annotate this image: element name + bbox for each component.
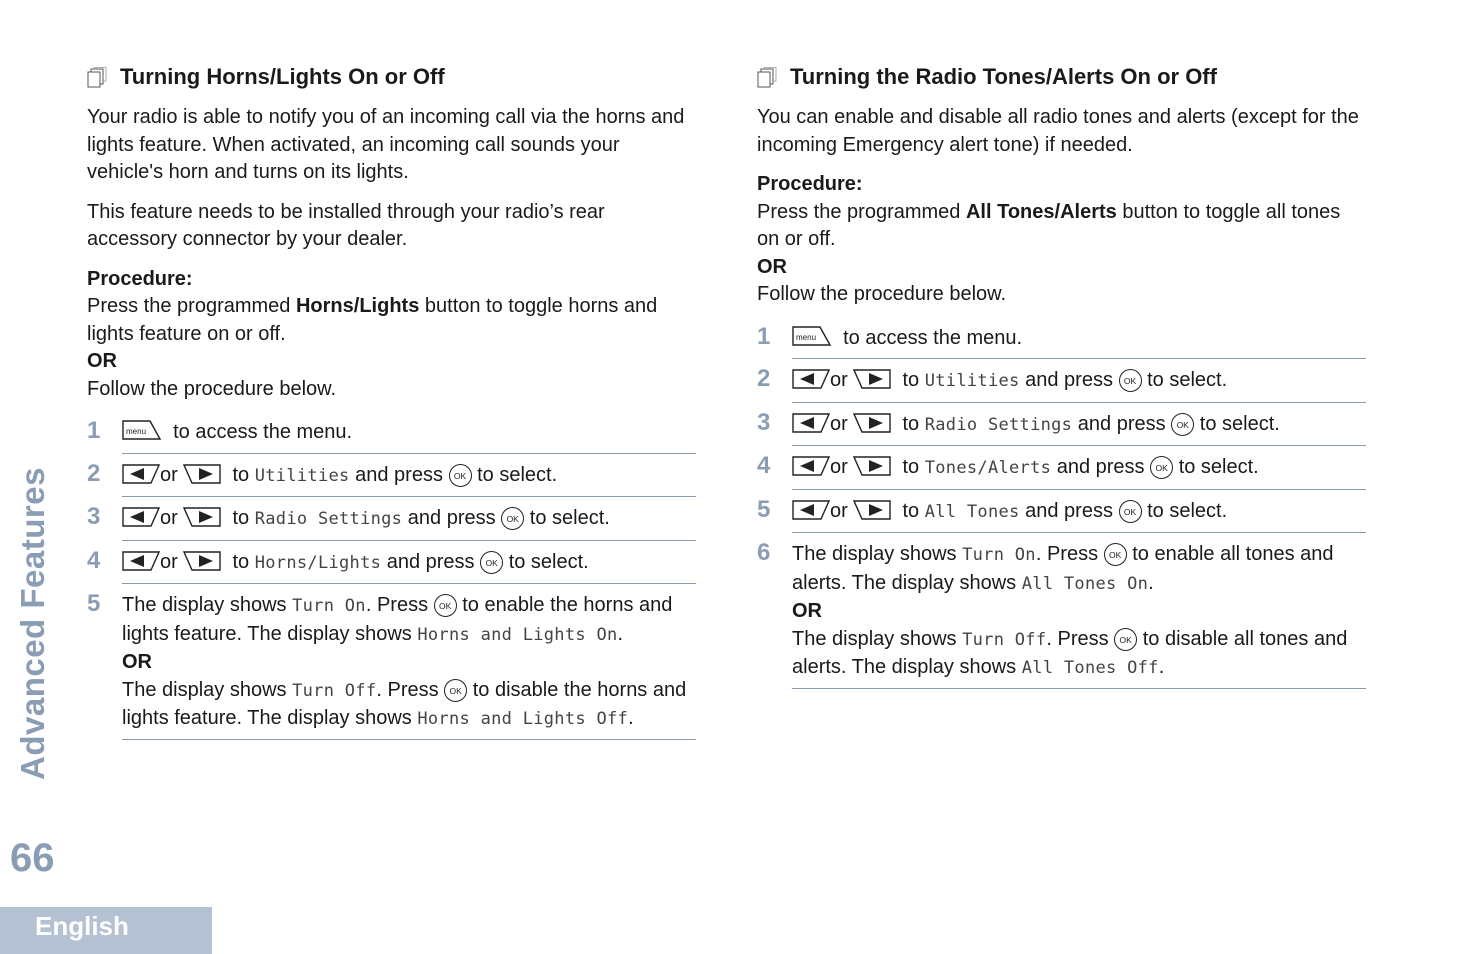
- step-5: [757, 490, 1366, 534]
- heading-text: Turning Horns/Lights On or Off: [120, 64, 445, 89]
- text: .: [1148, 571, 1154, 594]
- left-arrow-key-icon: [792, 412, 830, 434]
- text: . Press: [1035, 543, 1099, 565]
- text: to: [902, 456, 920, 478]
- left-arrow-key-icon: [792, 368, 830, 390]
- menu-item-name: Utilities: [924, 371, 1020, 391]
- text: to select.: [529, 507, 610, 529]
- button-name: All Tones/Alerts: [965, 200, 1117, 223]
- text: to disable the horns and lights feature. The display shows: [122, 678, 687, 729]
- menu-key-label: menu: [796, 332, 817, 342]
- step-3: [757, 403, 1366, 447]
- left-arrow-key-icon: [122, 550, 160, 572]
- procedure-block: [87, 266, 696, 404]
- text: The display shows: [792, 543, 957, 565]
- step-number: 3: [87, 503, 101, 530]
- text: .: [628, 707, 634, 729]
- text: or: [160, 463, 178, 486]
- text: to enable all tones and alerts. The display shows: [792, 543, 1334, 594]
- step-1: [87, 411, 696, 454]
- left-arrow-key-icon: [792, 455, 830, 477]
- text: to select.: [1178, 456, 1259, 478]
- text: button to toggle all tones on or off.: [757, 200, 1341, 250]
- text: Press the programmed: [87, 295, 291, 317]
- step-4: [757, 446, 1366, 490]
- left-arrow-key-icon: [122, 463, 160, 485]
- text: or: [160, 507, 178, 529]
- ok-key-icon: OK: [1114, 628, 1137, 651]
- menu-item-name: Radio Settings: [924, 414, 1073, 435]
- ok-key-icon: OK: [501, 507, 524, 530]
- text: to: [232, 550, 250, 573]
- right-arrow-key-icon: [853, 368, 891, 390]
- or-label: OR: [87, 350, 117, 372]
- menu-item-name: Utilities: [254, 465, 350, 486]
- text: and press: [386, 550, 475, 573]
- display-text: Turn On: [962, 545, 1036, 565]
- left-arrow-key-icon: [792, 499, 830, 521]
- text: or: [160, 550, 178, 573]
- step-number: 3: [757, 408, 771, 436]
- step-4: [87, 541, 696, 585]
- right-arrow-key-icon: [853, 412, 891, 434]
- ok-key-icon: OK: [444, 679, 467, 702]
- or-label: OR: [122, 651, 152, 673]
- display-text: All Tones On: [1021, 573, 1149, 594]
- or-label: OR: [792, 600, 822, 622]
- text: to disable all tones and alerts. The display shows: [792, 627, 1348, 678]
- text: and press: [1077, 412, 1166, 435]
- or-label: OR: [757, 255, 787, 278]
- step-2: [757, 359, 1366, 403]
- text: and press: [1025, 369, 1113, 391]
- display-text: Horns and Lights Off: [417, 709, 629, 729]
- step-number: 4: [87, 546, 101, 574]
- follow-text: Follow the procedure below.: [757, 283, 1007, 305]
- text: to: [902, 412, 920, 435]
- section-horns-lights: [87, 62, 696, 740]
- ok-key-icon: OK: [1150, 456, 1173, 479]
- text: The display shows: [122, 594, 287, 616]
- text: Press the programmed: [757, 200, 961, 223]
- procedure-text: [757, 199, 1366, 254]
- ok-key-icon: OK: [1119, 369, 1142, 392]
- right-arrow-key-icon: [183, 506, 221, 528]
- ok-key-icon: OK: [1119, 500, 1142, 523]
- text: to: [232, 463, 250, 486]
- text: or: [830, 499, 848, 522]
- chapter-title: Advanced Features: [14, 467, 51, 780]
- text: .: [617, 622, 624, 645]
- text: to select.: [508, 550, 589, 573]
- step-1: [757, 317, 1366, 360]
- menu-item-name: Horns/Lights: [254, 552, 382, 573]
- text: to select.: [1147, 369, 1228, 391]
- text: or: [830, 456, 848, 478]
- step-number: 2: [757, 365, 771, 392]
- ok-key-icon: OK: [480, 551, 503, 574]
- follow-text: Follow the procedure below.: [87, 377, 337, 400]
- text: to enable the horns and lights feature. The display shows: [122, 594, 673, 645]
- procedure-label: Procedure:: [757, 173, 863, 195]
- step-list: [87, 411, 696, 740]
- intro-paragraph: You can enable and disable all radio tones and alerts (except for the incoming Emergency alert tone) if needed.: [757, 106, 1359, 156]
- step-text: to access the menu.: [843, 326, 1023, 349]
- step-number: 2: [87, 459, 101, 487]
- text: and press: [1056, 456, 1145, 478]
- text: to select.: [477, 463, 558, 486]
- text: . Press: [376, 678, 439, 701]
- text: The display shows: [122, 678, 287, 701]
- section-heading: [87, 62, 696, 92]
- display-text: Turn On: [292, 596, 366, 616]
- section-heading: [757, 62, 1366, 92]
- step-2: [87, 454, 696, 498]
- step-number: 5: [757, 495, 771, 523]
- text: or: [830, 412, 848, 435]
- heading-text: Turning the Radio Tones/Alerts On or Off: [790, 64, 1217, 89]
- step-text: to access the menu.: [173, 421, 353, 443]
- step-5: [87, 584, 696, 740]
- document-icon: [87, 67, 107, 89]
- section-tones-alerts: [757, 62, 1366, 689]
- step-6: [757, 533, 1366, 689]
- menu-item-name: Radio Settings: [254, 509, 403, 529]
- text: to select.: [1199, 412, 1280, 435]
- language-label: English: [35, 911, 129, 941]
- ok-key-icon: OK: [1171, 413, 1194, 436]
- menu-item-name: Tones/Alerts: [924, 458, 1052, 478]
- text: . Press: [365, 594, 429, 616]
- text: to select.: [1147, 499, 1228, 522]
- display-text: All Tones Off: [1021, 658, 1159, 678]
- ok-key-icon: OK: [434, 594, 457, 617]
- step-number: 5: [87, 590, 101, 617]
- text: or: [830, 369, 848, 391]
- text: and press: [1025, 499, 1113, 522]
- display-text: Turn Off: [292, 680, 377, 701]
- procedure-label: Procedure:: [87, 267, 193, 290]
- right-arrow-key-icon: [183, 550, 221, 572]
- display-text: Horns and Lights On: [417, 624, 618, 645]
- ok-key-icon: OK: [1104, 543, 1127, 566]
- step-list: [757, 317, 1366, 689]
- button-name: Horns/Lights: [295, 295, 420, 317]
- text: to: [902, 369, 920, 391]
- install-paragraph: This feature needs to be installed through your radio’s rear accessory connector by your dealer.: [87, 200, 605, 250]
- text: to: [232, 507, 250, 529]
- text: and press: [355, 463, 443, 486]
- display-text: Turn Off: [962, 629, 1047, 650]
- text: The display shows: [792, 627, 957, 650]
- step-number: 6: [757, 539, 771, 566]
- text: to: [902, 499, 920, 522]
- menu-key-label: menu: [126, 427, 147, 436]
- ok-key-icon: OK: [449, 464, 472, 487]
- document-icon: [757, 67, 777, 89]
- menu-key-icon: [122, 419, 162, 441]
- procedure-text: [87, 293, 696, 348]
- right-arrow-key-icon: [853, 499, 891, 521]
- text: button to toggle horns and lights feature on or off.: [87, 295, 658, 345]
- step-number: 4: [757, 452, 771, 479]
- text: .: [1158, 656, 1165, 678]
- language-tab: [0, 907, 212, 954]
- menu-key-icon: [792, 325, 832, 347]
- step-3: [87, 497, 696, 541]
- intro-paragraph: Your radio is able to notify you of an incoming call via the horns and lights feature. When activated, an incoming call sounds your vehicle's horn and turns on its lights.: [87, 106, 685, 183]
- step-number: 1: [757, 322, 771, 350]
- right-arrow-key-icon: [183, 463, 221, 485]
- left-arrow-key-icon: [122, 506, 160, 528]
- text: . Press: [1046, 627, 1109, 650]
- right-arrow-key-icon: [853, 455, 891, 477]
- menu-item-name: All Tones: [924, 501, 1020, 522]
- page-number: 66: [10, 836, 55, 880]
- procedure-block: [757, 171, 1366, 309]
- step-number: 1: [87, 417, 101, 444]
- text: and press: [407, 507, 496, 529]
